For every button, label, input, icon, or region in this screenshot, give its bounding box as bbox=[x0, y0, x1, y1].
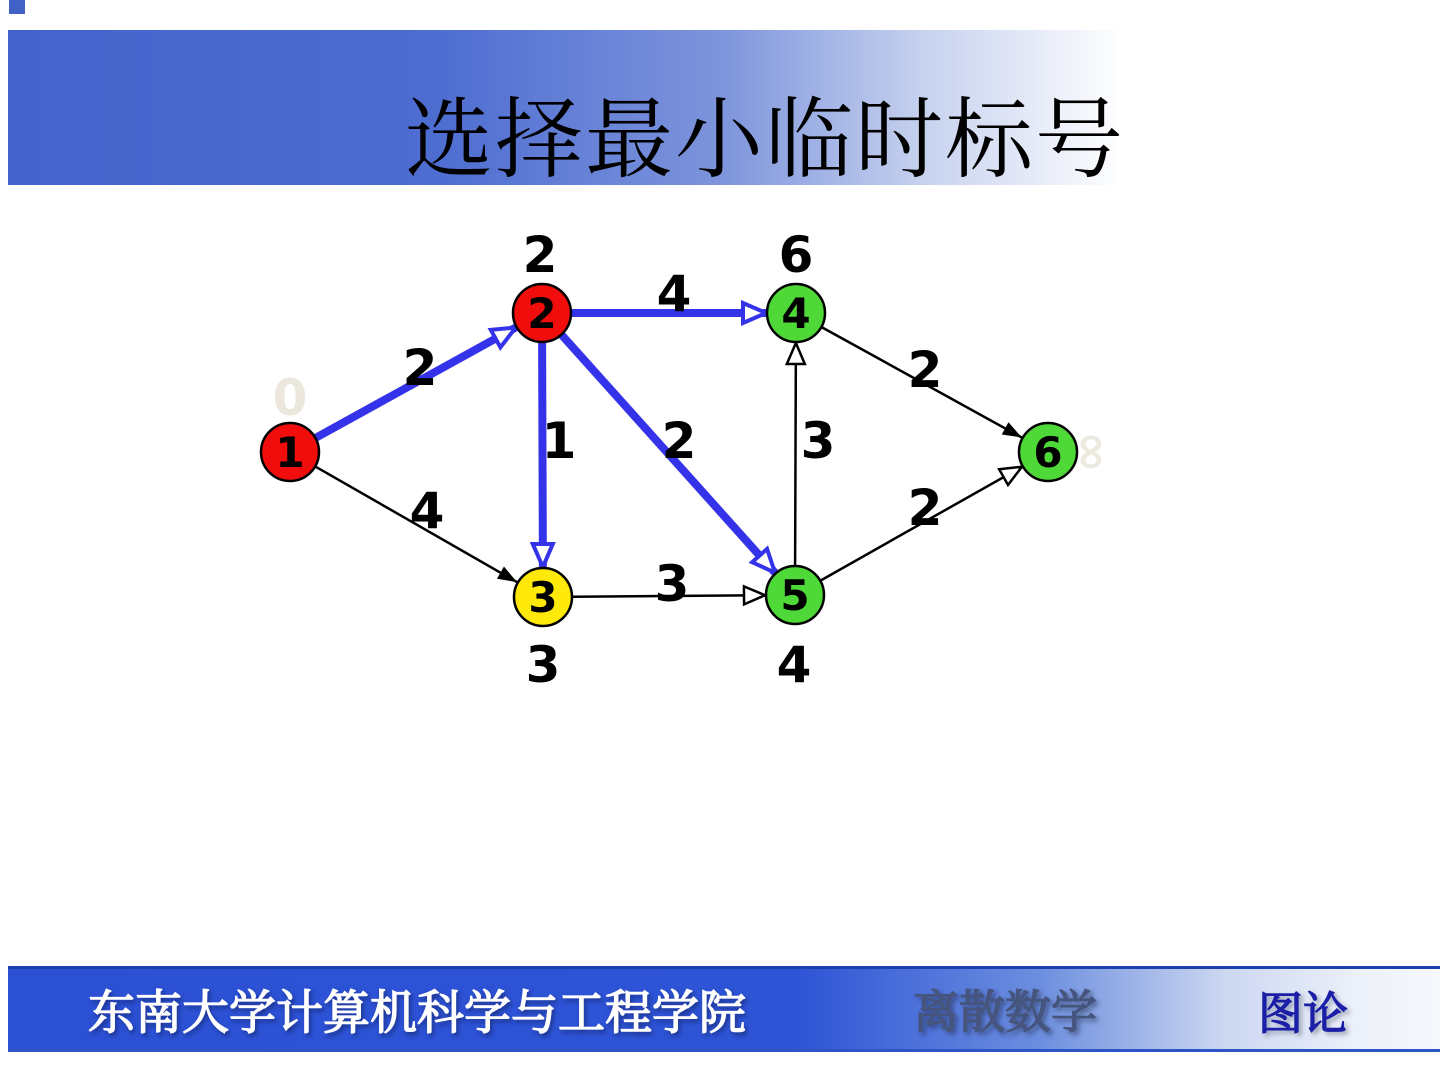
edge-weight-3-5: 3 bbox=[654, 555, 690, 613]
edge-weight-4-6: 2 bbox=[907, 341, 943, 399]
edge-weight-1-2: 2 bbox=[402, 339, 438, 397]
node-label-3: 3 bbox=[528, 573, 558, 623]
footer-chapter: 图论 bbox=[1258, 987, 1349, 1039]
footer-institution: 东南大学计算机科学与工程学院 bbox=[88, 985, 746, 1039]
node-label-2: 2 bbox=[527, 289, 557, 339]
footer-band bbox=[8, 966, 1440, 1052]
distance-label-2-0: 2 bbox=[522, 226, 558, 284]
distance-label-4-3: 4 bbox=[776, 636, 812, 694]
edge-weight-2-4: 4 bbox=[656, 265, 692, 323]
edge-weight-5-4: 3 bbox=[800, 412, 836, 470]
node-label-6: 6 bbox=[1033, 428, 1063, 478]
footer-course: 离散数学 bbox=[913, 986, 1097, 1038]
distance-label-3-2: 3 bbox=[525, 636, 561, 694]
edge-weight-2-3: 1 bbox=[541, 412, 577, 470]
edge-weight-5-6: 2 bbox=[907, 479, 943, 537]
edge-5-4 bbox=[795, 343, 796, 566]
node-label-5: 5 bbox=[780, 571, 810, 621]
distance-label-0-4: 0 bbox=[272, 369, 308, 427]
edge-weight-2-5: 2 bbox=[661, 412, 697, 470]
distance-label-6-1: 6 bbox=[778, 226, 814, 284]
edge-weight-1-3: 4 bbox=[409, 482, 445, 540]
node-label-1: 1 bbox=[275, 428, 305, 478]
node-label-4: 4 bbox=[781, 289, 811, 339]
distance-label-infinity-5: ∞ bbox=[1064, 431, 1122, 473]
page-title: 选择最小临时标号 bbox=[404, 88, 1125, 191]
